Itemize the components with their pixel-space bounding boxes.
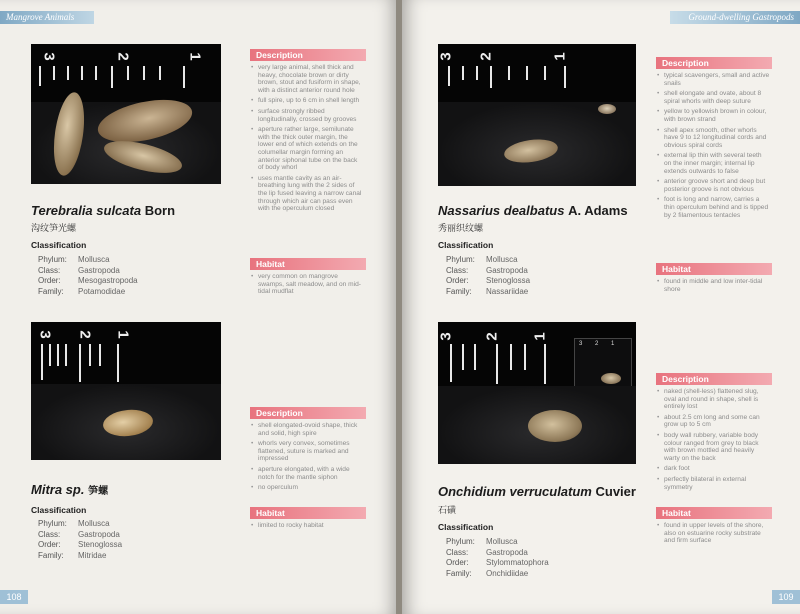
classification-table: Phylum: Mollusca Class: Gastropoda Order: Stenoglossa Family: Mitridae bbox=[38, 519, 123, 560]
ruler-number: 3 bbox=[438, 332, 455, 341]
classification-table: Phylum: Mollusca Class: Gastropoda Order: Mesogastropoda Family: Potamodidae bbox=[38, 255, 138, 296]
habitat-heading: Habitat bbox=[250, 507, 366, 519]
page-number: 109 bbox=[772, 590, 800, 604]
list-item: • dark foot bbox=[656, 465, 770, 473]
ruler-number: 1 bbox=[186, 52, 204, 61]
ruler-number: 2 bbox=[477, 52, 495, 61]
ruler-number: 3 bbox=[579, 341, 583, 347]
list-item: • shell elongated-ovoid shape, thick and solid, high spire bbox=[250, 422, 362, 437]
classification-title: Classification bbox=[31, 240, 87, 250]
ruler-number: 2 bbox=[595, 341, 599, 347]
chinese-name: 沟纹笋光螺 bbox=[31, 223, 77, 233]
scale-ruler bbox=[438, 44, 636, 102]
description-list bbox=[656, 72, 770, 222]
list-item: • anterior groove short and deep but posterior groove is not obvious bbox=[656, 178, 770, 193]
habitat-list bbox=[656, 522, 770, 548]
left-page bbox=[0, 0, 398, 614]
ruler-number: 2 bbox=[76, 330, 94, 339]
list-item: • shell apex smooth, other whorls have 9 to 12 longitudinal cords and obvious spiral cords bbox=[656, 127, 770, 150]
list-item: • body wall rubbery, variable body colour ranged from grey to black with brown mottled and heavily warty on the back bbox=[656, 432, 770, 462]
description-heading: Description bbox=[250, 49, 366, 61]
specimen-photo bbox=[31, 44, 221, 184]
ruler-number: 1 bbox=[611, 341, 615, 347]
running-head: Ground-dwelling Gastropods bbox=[670, 11, 800, 24]
running-head: Mangrove Animals bbox=[0, 11, 94, 24]
classification-title: Classification bbox=[31, 505, 87, 515]
list-item: • external lip thin with several teeth on the inner margin; internal lip extends outwards to false bbox=[656, 152, 770, 175]
list-item: • foot is long and narrow, carries a thin operculum behind and is tipped by 2 filamentous tentacles bbox=[656, 196, 770, 219]
ruler-number: 1 bbox=[114, 330, 132, 339]
scale-ruler bbox=[31, 322, 221, 384]
shell-image bbox=[598, 104, 616, 114]
species-name: Nassarius dealbatus A. Adams bbox=[438, 203, 628, 218]
shell-image bbox=[528, 410, 582, 442]
habitat-list bbox=[656, 278, 770, 296]
specimen-photo bbox=[438, 44, 636, 186]
species-name: Terebralia sulcata Born bbox=[31, 203, 176, 218]
ruler-number: 1 bbox=[551, 52, 569, 61]
list-item: • aperture elongated, with a wide notch for the mantle siphon bbox=[250, 466, 362, 481]
classification-title: Classification bbox=[438, 240, 494, 250]
list-item: • perfectly bilateral in external symmetry bbox=[656, 476, 770, 491]
list-item: • limited to rocky habitat bbox=[250, 522, 362, 530]
species-name: Onchidium verruculatum Cuvier bbox=[438, 484, 636, 499]
list-item: • typical scavengers, small and active snails bbox=[656, 72, 770, 87]
ruler-number: 3 bbox=[438, 52, 455, 61]
description-list bbox=[250, 64, 362, 216]
ruler-number: 1 bbox=[531, 332, 549, 341]
description-heading: Description bbox=[250, 407, 366, 419]
ruler-number: 3 bbox=[40, 52, 58, 61]
page-number: 108 bbox=[0, 590, 28, 604]
right-page bbox=[402, 0, 800, 614]
list-item: • surface strongly ribbed longitudinally, crossed by grooves bbox=[250, 108, 362, 123]
ruler-number: 2 bbox=[114, 52, 132, 61]
list-item: • whorls very convex, sometimes flattened, suture is marked and impressed bbox=[250, 440, 362, 463]
chinese-name: 笋螺 bbox=[88, 486, 109, 497]
list-item: • very large animal, shell thick and heavy, chocolate brown or dirty brown, stout and fusiform in shape, with a distinct anterior round hole bbox=[250, 64, 362, 94]
list-item: • found in middle and low inter-tidal shore bbox=[656, 278, 770, 293]
specimen-photo bbox=[31, 322, 221, 460]
habitat-list bbox=[250, 522, 362, 533]
habitat-heading: Habitat bbox=[656, 263, 772, 275]
habitat-heading: Habitat bbox=[250, 258, 366, 270]
specimen-photo bbox=[438, 322, 636, 464]
shell-image bbox=[601, 373, 621, 384]
description-list bbox=[656, 388, 770, 494]
description-heading: Description bbox=[656, 57, 772, 69]
ruler-number: 2 bbox=[483, 332, 501, 341]
chinese-name: 秀丽织纹螺 bbox=[438, 223, 484, 233]
list-item: • about 2.5 cm long and some can grow up to 5 cm bbox=[656, 414, 770, 429]
list-item: • no operculum bbox=[250, 484, 362, 492]
ruler-number: 3 bbox=[36, 330, 54, 339]
species-name: Mitra sp. 笋螺 bbox=[31, 482, 109, 497]
list-item: • naked (shell-less) flattened slug, oval and round in shape, shell is entirely lost bbox=[656, 388, 770, 411]
description-heading: Description bbox=[656, 373, 772, 385]
scale-ruler bbox=[31, 44, 221, 102]
habitat-heading: Habitat bbox=[656, 507, 772, 519]
list-item: • full spire, up to 6 cm in shell length bbox=[250, 97, 362, 105]
list-item: • aperture rather large, semilunate with the thick outer margin, the lower end of which extends on the columellar margin forming an anterior siphonal tube on the back of body whorl bbox=[250, 126, 362, 172]
habitat-list bbox=[250, 273, 362, 299]
classification-table: Phylum: Mollusca Class: Gastropoda Order: Stylommatophora Family: Onchidiidae bbox=[446, 537, 549, 578]
description-list bbox=[250, 422, 362, 495]
list-item: • uses mantle cavity as an air-breathing lung with the 2 sides of the lip fused leaving a narrow canal through which air can pass even with the operculum closed bbox=[250, 175, 362, 213]
list-item: • very common on mangrove swamps, salt meadow, and on mid-tidal mudflat bbox=[250, 273, 362, 296]
classification-table: Phylum: Mollusca Class: Gastropoda Order: Stenoglossa Family: Nassariidae bbox=[446, 255, 531, 296]
list-item: • found in upper levels of the shore, also on estuarine rocky substrate and firm surface bbox=[656, 522, 770, 545]
list-item: • yellow to yellowish brown in colour, with brown strand bbox=[656, 108, 770, 123]
list-item: • shell elongate and ovate, about 8 spiral whorls with deep suture bbox=[656, 90, 770, 105]
classification-title: Classification bbox=[438, 522, 494, 532]
chinese-name: 石磺 bbox=[438, 505, 457, 515]
